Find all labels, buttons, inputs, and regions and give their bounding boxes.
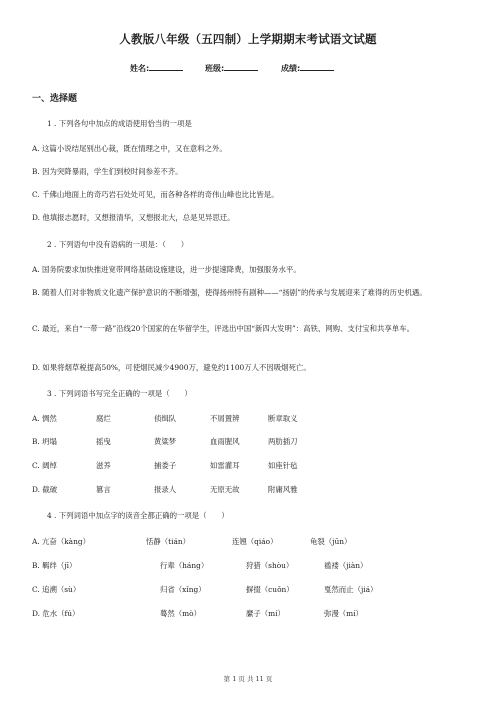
question-3-option-a xyxy=(32,413,298,425)
question-4-stem: 4 . 下列词语中加点字的读音全都正确的一项是（ ） xyxy=(47,511,229,520)
option-item: 褴褛（jiàn） xyxy=(324,561,368,570)
name-blank xyxy=(149,70,183,71)
option-label: A. 惆然 xyxy=(32,414,57,423)
option-item: 蓦然（mò） xyxy=(160,609,202,618)
question-4-option-d xyxy=(32,608,363,620)
option-label: C. 阔绰 xyxy=(32,461,57,470)
question-1-option-d: D. 他填报志愿时，又想报清华，又想报北大，总是见异思迁。 xyxy=(32,213,235,222)
option-item: 戛然而止（jiá） xyxy=(324,585,378,594)
question-1-option-a: A. 这篇小说结尾别出心裁，既在情理之中，又在意料之外。 xyxy=(32,144,227,153)
option-word: 报录人 xyxy=(154,485,177,494)
option-item: B. 羁绊（jī） xyxy=(32,561,77,570)
question-2-option-d: D. 如果将烟草税提高50%，可使烟民减少4900万，避免约1100万人不因吸烟死亡。 xyxy=(32,363,311,372)
page-title: 人教版八年级（五四制）上学期期末考试语文试题 xyxy=(119,32,377,46)
question-1-option-b: B. 因为突降暴雨，学生们到校时间参差不齐。 xyxy=(32,167,183,176)
question-3-option-d xyxy=(32,484,298,496)
option-word: 捕娄子 xyxy=(154,461,177,470)
option-word: 摇曳 xyxy=(96,437,111,446)
option-word: 两肋插刀 xyxy=(268,437,298,446)
page-footer: 第 1 页 共 11 页 xyxy=(223,675,273,683)
class-blank xyxy=(224,70,258,71)
option-item: 归省（xǐng） xyxy=(160,585,206,594)
score-field xyxy=(281,63,334,74)
option-item: 摒掇（cuǒn） xyxy=(246,585,294,594)
question-3-option-c xyxy=(32,460,298,472)
question-2-option-b: B. 随着人们对非物质文化遗产保护意识的不断增强，使得扬州特有剧种——“扬剧”的传承与发展迎来了难得的历史机遇。 xyxy=(32,288,427,297)
question-1-stem: 1 . 下列各句中加点的成语使用恰当的一项是 xyxy=(47,119,192,128)
section-heading: 一、选择题 xyxy=(32,94,78,104)
option-word: 侦缉队 xyxy=(154,414,177,423)
option-item: A. 亢奋（kàng） xyxy=(32,537,90,546)
option-item: 縻子（mí） xyxy=(246,609,285,618)
option-item: D. 危水（fú） xyxy=(32,609,80,618)
option-label: D. 截破 xyxy=(32,485,58,494)
option-word: 附庸风雅 xyxy=(268,485,298,494)
option-item: 龟裂（jūn） xyxy=(310,537,352,546)
question-1-option-c: C. 千佛山地面上的奇巧岩石处处可见，而各种各样的奇伟山峰也比比皆是。 xyxy=(32,190,279,199)
option-item: 弥漫（mí） xyxy=(324,609,363,618)
option-item: 狩猎（shòu） xyxy=(246,561,294,570)
question-4-option-a xyxy=(32,536,351,548)
option-word: 不屑置辨 xyxy=(210,414,240,423)
question-3-option-b xyxy=(32,436,298,448)
score-label: 成绩: xyxy=(281,64,301,73)
option-word: 如座针毡 xyxy=(268,461,298,470)
option-word: 腐烂 xyxy=(96,414,111,423)
question-3-stem: 3 . 下列词语书写完全正确的一项是（ ） xyxy=(47,389,192,398)
option-word: 滋养 xyxy=(96,461,111,470)
option-word: 篡言 xyxy=(96,485,111,494)
option-item: 行辈（háng） xyxy=(160,561,209,570)
name-label: 姓名: xyxy=(130,64,150,73)
option-label: B. 坍塌 xyxy=(32,437,57,446)
name-field xyxy=(130,63,183,74)
option-word: 断章取义 xyxy=(268,414,298,423)
class-label: 班级: xyxy=(205,64,225,73)
question-4-option-c xyxy=(32,584,377,596)
option-item: 恬静（tián） xyxy=(146,537,191,546)
question-2-option-c: C. 最近，来自“一带一路”沿线20个国家的在华留学生，评选出中国“新四大发明”：高铁、网购、支付宝和共享单车。 xyxy=(32,324,414,333)
option-item: 连翘（qiáo） xyxy=(232,537,278,546)
option-word: 如雷灌耳 xyxy=(210,461,240,470)
option-word: 无原无故 xyxy=(210,485,240,494)
option-word: 黄粱梦 xyxy=(154,437,177,446)
class-field xyxy=(205,63,258,74)
question-4-option-b xyxy=(32,560,367,572)
question-2-stem: 2 . 下列语句中没有语病的一项是：（ ） xyxy=(47,240,189,249)
option-item: C. 追溯（sù） xyxy=(32,585,81,594)
option-word: 血雨腥风 xyxy=(210,437,240,446)
score-blank xyxy=(300,70,334,71)
question-2-option-a: A. 国务院要求加快推进宽带网络基础设施建设，进一步提速降费，加强服务水平。 xyxy=(32,265,301,274)
